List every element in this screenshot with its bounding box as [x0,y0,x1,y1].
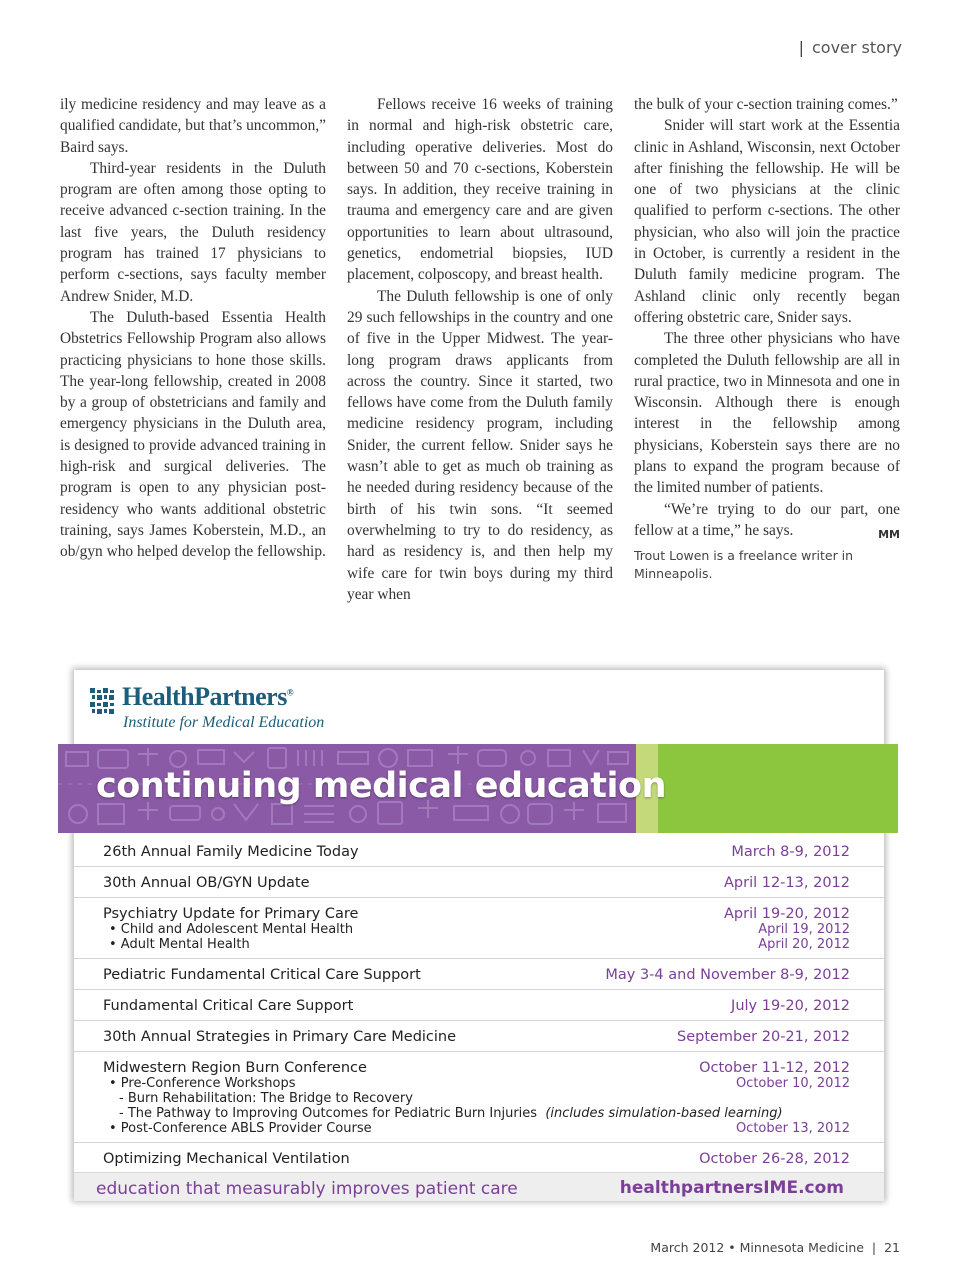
event-session: • Child and Adolescent Mental Health [109,922,354,937]
ad-url-link[interactable]: healthpartnersIME.com [619,1178,844,1198]
event-row[interactable] [74,959,884,990]
institute-name: Institute for Medical Education [123,714,325,731]
event-title: Psychiatry Update for Primary Care [103,906,359,922]
event-row[interactable] [74,1143,884,1173]
page-number: 21 [884,1240,900,1255]
article-column-3 [634,94,900,583]
end-mark: MM [878,527,900,541]
event-row[interactable] [74,990,884,1021]
event-workshop: - Burn Rehabilitation: The Bridge to Recovery [119,1091,413,1106]
event-session: • Adult Mental Health [109,937,250,952]
event-title: 26th Annual Family Medicine Today [103,844,359,860]
event-session: • Post-Conference ABLS Provider Course [109,1121,372,1136]
cme-advertisement [74,670,884,1200]
event-row[interactable] [74,1052,884,1143]
event-title: Fundamental Critical Care Support [103,998,354,1014]
event-row[interactable] [74,898,884,959]
event-title: 30th Annual Strategies in Primary Care Medicine [103,1029,457,1045]
ad-footer [74,1172,884,1201]
event-row[interactable] [74,836,884,867]
session-date: October 13, 2012 [735,1121,850,1136]
article-column-1 [60,94,326,563]
event-date: July 19-20, 2012 [731,998,850,1014]
event-workshop: - The Pathway to Improving Outcomes for Pediatric Burn Injuries (includes simulation-based learning) [119,1106,783,1121]
paragraph: Third-year residents in the Duluth program are often among those opting to receive advanced c-section training. In the last five years, the Duluth residency program has trained 17 physicians to perform c-sections, says faculty member Andrew Snider, M.D. [60,159,326,305]
session-date: April 20, 2012 [758,937,850,952]
event-title: Optimizing Mechanical Ventilation [103,1151,350,1167]
brand-name: HealthPartners® [122,682,294,711]
event-date: April 12-13, 2012 [723,875,850,891]
event-title: Pediatric Fundamental Critical Care Support [103,967,421,983]
event-date: September 20-21, 2012 [676,1029,850,1045]
section-label [799,38,902,57]
event-row[interactable] [74,867,884,898]
paragraph: The three other physicians who have completed the Duluth fellowship are all in rural practice, two in Minnesota and one in Wisconsin. Although there is enough interest in the fellowship among physicians, Koberstein says there are no plans to expand the program because of the limited number of patients. [634,330,900,497]
event-row[interactable] [74,1021,884,1052]
event-list [74,836,884,1173]
article-column-2 [347,94,613,605]
section-label-text: cover story [811,38,902,57]
paragraph: Snider will start work at the Essentia clinic in Ashland, Wisconsin, next October after finishing the fellowship. He will be one of two physicians at the clinic qualified to perform c-sections. The other physician, who also will join the practice in October, is currently a resident in the Duluth family medicine program. The Ashland clinic only recently began offering obstetric care, Snider says. [634,117,900,326]
healthpartners-logo-icon [90,688,116,714]
paragraph: ily medicine residency and may leave as a qualified candidate, but that’s uncommon,” Baird says. [60,96,326,156]
session-date: April 19, 2012 [758,922,850,937]
paragraph-final [634,499,900,542]
banner-headline: continuing medical education [96,766,666,806]
event-session: • Pre-Conference Workshops [109,1076,296,1091]
event-title: Midwestern Region Burn Conference [103,1060,367,1076]
ad-tagline: education that measurably improves patient care [96,1179,518,1199]
event-date: April 19-20, 2012 [723,906,850,922]
section-divider: | [798,38,804,57]
publication-name: Minnesota Medicine [739,1240,864,1255]
paragraph: The Duluth-based Essentia Health Obstetrics Fellowship Program also allows practicing physicians to hone those skills. The year-long fellowship, created in 2008 by a group of obstetricians and family and emergency physicians in the Duluth area, is designed to provide advanced training in high-risk and surgical deliveries. The program is open to any physician post-residency who wants additional obstetric training, says James Koberstein, M.D., an ob/gyn who helped develop the fellowship. [60,308,326,561]
event-title: 30th Annual OB/GYN Update [103,875,310,891]
cme-banner [58,744,898,833]
event-date: October 26-28, 2012 [699,1151,850,1167]
event-date: May 3-4 and November 8-9, 2012 [605,967,850,983]
final-paragraph-text: “We’re trying to do our part, one fellow at a time,” he says. [634,500,900,539]
paragraph: the bulk of your c-section training comes.” [634,96,898,113]
paragraph: Fellows receive 16 weeks of training in normal and high-risk obstetric care, including operative deliveries. Most do between 50 and 70 c-sections, Koberstein says. In addition, they receive training in trauma and emergency care and are given opportunities to learn about ultrasound, genetics, endometrial biopsies, IUD placement, colposcopy, and breast health. [347,96,613,284]
page-footer: March 2012 • Minnesota Medicine | 21 [650,1240,900,1255]
author-bio: Trout Lowen is a freelance writer in Minneapolis. [634,548,854,582]
workshop-note: (includes simulation-based learning) [545,1106,783,1121]
issue-date: March 2012 [650,1240,725,1255]
event-date: March 8-9, 2012 [731,844,850,860]
session-date: October 10, 2012 [735,1076,850,1091]
event-date: October 11-12, 2012 [699,1060,850,1076]
banner-green-panel [658,744,898,833]
paragraph: The Duluth fellowship is one of only 29 such fellowships in the country and one of five in the Upper Midwest. The year-long program draws applicants from across the country. Since it started, two fellows have come from the Duluth family medicine residency program, including Snider, the current fellow. Snider says he wasn’t able to get as much ob training as he needed during residency because of the birth of his twin sons. “It seemed overwhelming to try to do residency, as hard as residency is, and then help my wife care for twin boys during my third year when [347,287,613,603]
